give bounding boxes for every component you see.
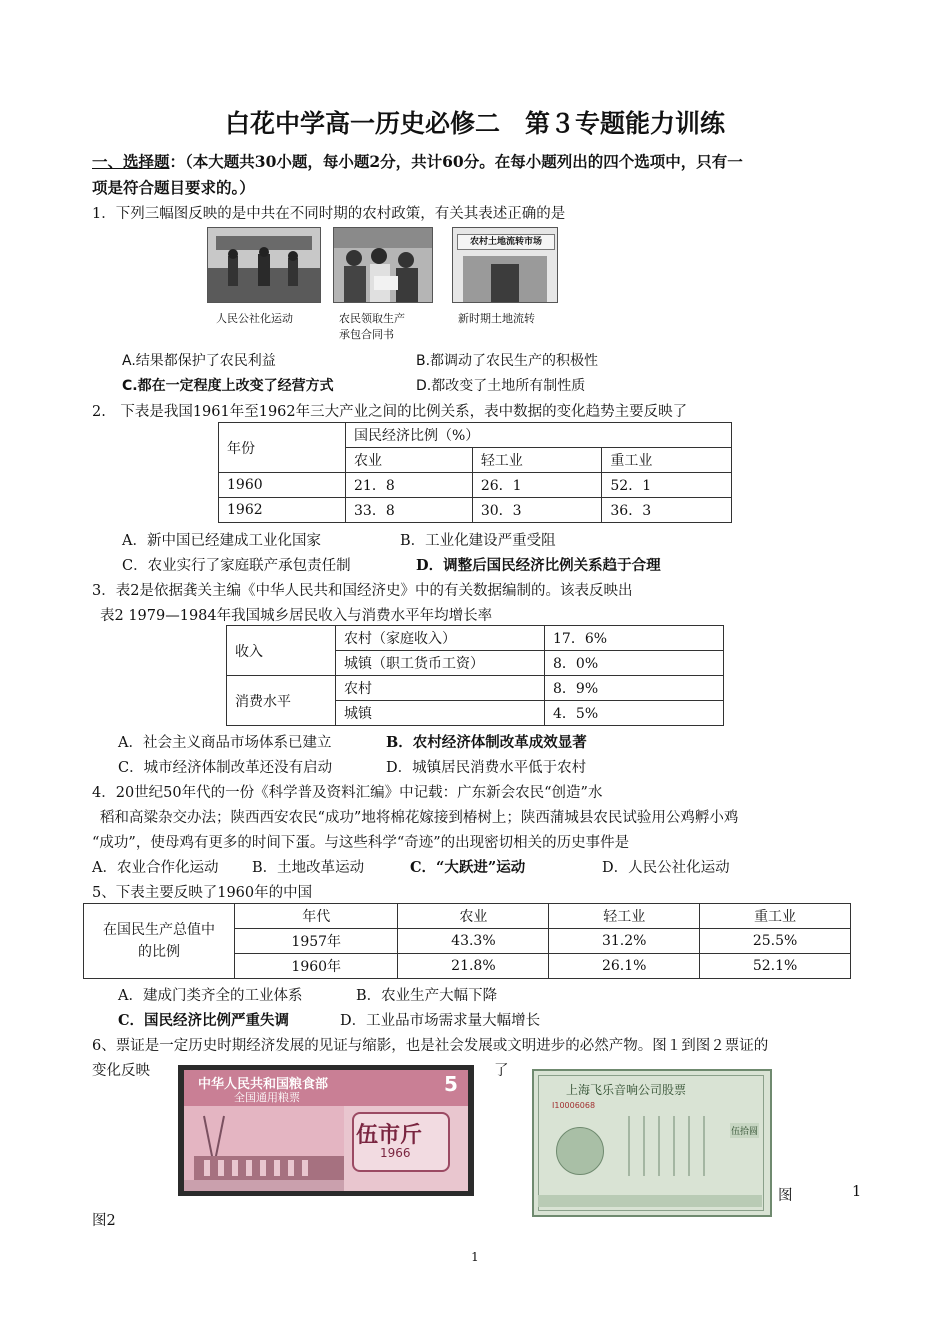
q3-table-caption: 表2 1979—1984年我国城乡居民收入与消费水平年均增长率 — [100, 608, 493, 624]
q5-row-header: 在国民生产总值中 的比例 — [84, 904, 235, 979]
q2-stem: 2. 下表是我国1961年至1962年三大产业之间的比例关系，表中数据的变化趋势主要反映了 — [92, 404, 688, 420]
q4-line-2: 稻和高粱杂交办法；陕西西安农民“成功”地将棉花嫁接到椿树上；陕西蒲城县农民试验用公鸡孵小鸡 — [100, 810, 739, 826]
photo-land-transfer — [452, 227, 558, 303]
table-row: 城镇（职工货币工资） 8．0% — [227, 651, 724, 676]
ticket-year: 1966 — [380, 1146, 411, 1160]
table-row: 城镇 4．5% — [227, 701, 724, 726]
seal-icon — [556, 1127, 604, 1175]
q6-line-2b: 了 — [494, 1063, 509, 1079]
land-transfer-sign: 农村土地流转市场 — [457, 234, 555, 250]
page-title: 白花中学高一历史必修二 第３专题能力训练 — [224, 109, 725, 138]
photo-commune — [207, 227, 321, 303]
q6-line-2a: 变化反映 — [92, 1063, 150, 1079]
q2-col-agriculture: 农业 — [346, 448, 473, 473]
photo-land-transfer-caption: 新时期土地流转 — [458, 312, 535, 325]
q1-option-d: D.都改变了土地所有制性质 — [416, 378, 586, 394]
stock-denomination: 伍拾圆 — [730, 1123, 759, 1138]
q3-option-a: A．社会主义商品市场体系已建立 — [118, 735, 332, 751]
stock-serial: I10006068 — [552, 1101, 596, 1110]
q1-stem: 1．下列三幅图反映的是中共在不同时期的农村政策，有关其表述正确的是 — [92, 206, 566, 222]
fig2-label: 图2 — [92, 1213, 116, 1229]
section-desc-1: （本大题共30小题，每小题2分，共计60分。在每小题列出的四个选项中，只有一 — [185, 152, 743, 171]
q3-option-d: D．城镇居民消费水平低于农村 — [386, 760, 587, 776]
table-row: 在国民生产总值中 的比例 年代 农业 轻工业 重工业 — [84, 904, 851, 929]
photo-contract-caption-2: 承包合同书 — [339, 328, 394, 341]
q1-option-c: C.都在一定程度上改变了经营方式 — [122, 378, 334, 394]
q6-line-1: 6、票证是一定历史时期经济发展的见证与缩影，也是社会发展或文明进步的必然产物。图１到图２票证的 — [92, 1038, 769, 1054]
q3-option-c: C．城市经济体制改革还没有启动 — [118, 760, 333, 776]
section-header: 一、选择题：（本大题共30小题，每小题2分，共计60分。在每小题列出的四个选项中，只有一 — [92, 152, 743, 171]
table-row: 1960年 21.8% 26.1% 52.1% — [84, 954, 851, 979]
table-row: 1957年 43.3% 31.2% 25.5% — [84, 929, 851, 954]
q2-col-light-industry: 轻工业 — [472, 448, 602, 473]
section-label: 一、选择题 — [92, 152, 170, 171]
table-row: 1962 33．8 30．3 36．3 — [219, 498, 732, 523]
fig1-label-b: 1 — [852, 1184, 862, 1200]
q3-income-header: 收入 — [227, 626, 336, 676]
q5-option-d: D．工业品市场需求量大幅增长 — [340, 1013, 541, 1029]
q2-year-header: 年份 — [219, 423, 346, 473]
q4-option-b: B．土地改革运动 — [252, 860, 365, 876]
photo-contract — [333, 227, 433, 303]
q5-option-b: B．农业生产大幅下降 — [356, 988, 498, 1004]
section-desc-2: 项是符合题目要求的。） — [92, 178, 255, 197]
fig1-label-a: 图 — [778, 1188, 793, 1204]
photo-contract-caption-1: 农民领取生产 — [339, 312, 405, 325]
q2-option-b: B．工业化建设严重受阻 — [400, 533, 556, 549]
stock-certificate-image — [532, 1069, 772, 1217]
table-row: 1960 21．8 26．1 52．1 — [219, 473, 732, 498]
table-row: 收入 农村（家庭收入） 17．6% — [227, 626, 724, 651]
ticket-header-2: 全国通用粮票 — [234, 1091, 300, 1104]
q4-option-d: D．人民公社化运动 — [602, 860, 730, 876]
q5-table — [83, 903, 851, 979]
q3-stem: 3．表2是依据龚关主编《中华人民共和国经济史》中的有关数据编制的。该表反映出 — [92, 583, 633, 599]
page-number: 1 — [471, 1250, 479, 1264]
q2-option-a: A．新中国已经建成工业化国家 — [122, 533, 321, 549]
table-row: 消费水平 农村 8．9% — [227, 676, 724, 701]
q2-col-heavy-industry: 重工业 — [602, 448, 732, 473]
q1-option-a: A.结果都保护了农民利益 — [122, 353, 276, 369]
q4-line-1: 4．20世纪50年代的一份《科学普及资料汇编》中记载：广东新会农民“创造”水 — [92, 785, 603, 801]
q5-stem: 5、下表主要反映了1960年的中国 — [92, 885, 313, 901]
ticket-amount: 伍市斤 — [356, 1122, 423, 1148]
q2-option-c: C．农业实行了家庭联产承包责任制 — [122, 558, 351, 574]
q4-option-a: A．农业合作化运动 — [92, 860, 219, 876]
q2-group-header: 国民经济比例（%） — [346, 423, 732, 448]
q5-option-c: C．国民经济比例严重失调 — [118, 1012, 290, 1029]
q5-option-a: A．建成门类齐全的工业体系 — [118, 988, 303, 1004]
q2-option-d: D．调整后国民经济比例关系趋于合理 — [416, 557, 661, 574]
q4-line-3: “成功”，使母鸡有更多的时间下蛋。与这些科学“奇迹”的出现密切相关的历史事件是 — [92, 835, 630, 851]
q2-table — [218, 422, 732, 523]
q3-table — [226, 625, 724, 726]
stock-header: 上海飞乐音响公司股票 — [566, 1083, 687, 1097]
ticket-number: 5 — [444, 1072, 458, 1096]
q1-option-b: B.都调动了农民生产的积极性 — [416, 353, 599, 369]
q4-option-c: C．“大跃进”运动 — [410, 859, 526, 876]
ticket-header-1: 中华人民共和国粮食部 — [198, 1077, 329, 1092]
q3-option-b: B．农村经济体制改革成效显著 — [386, 734, 587, 751]
grain-ticket-image — [178, 1065, 474, 1196]
photo-commune-caption: 人民公社化运动 — [216, 312, 293, 325]
q3-consumption-header: 消费水平 — [227, 676, 336, 726]
